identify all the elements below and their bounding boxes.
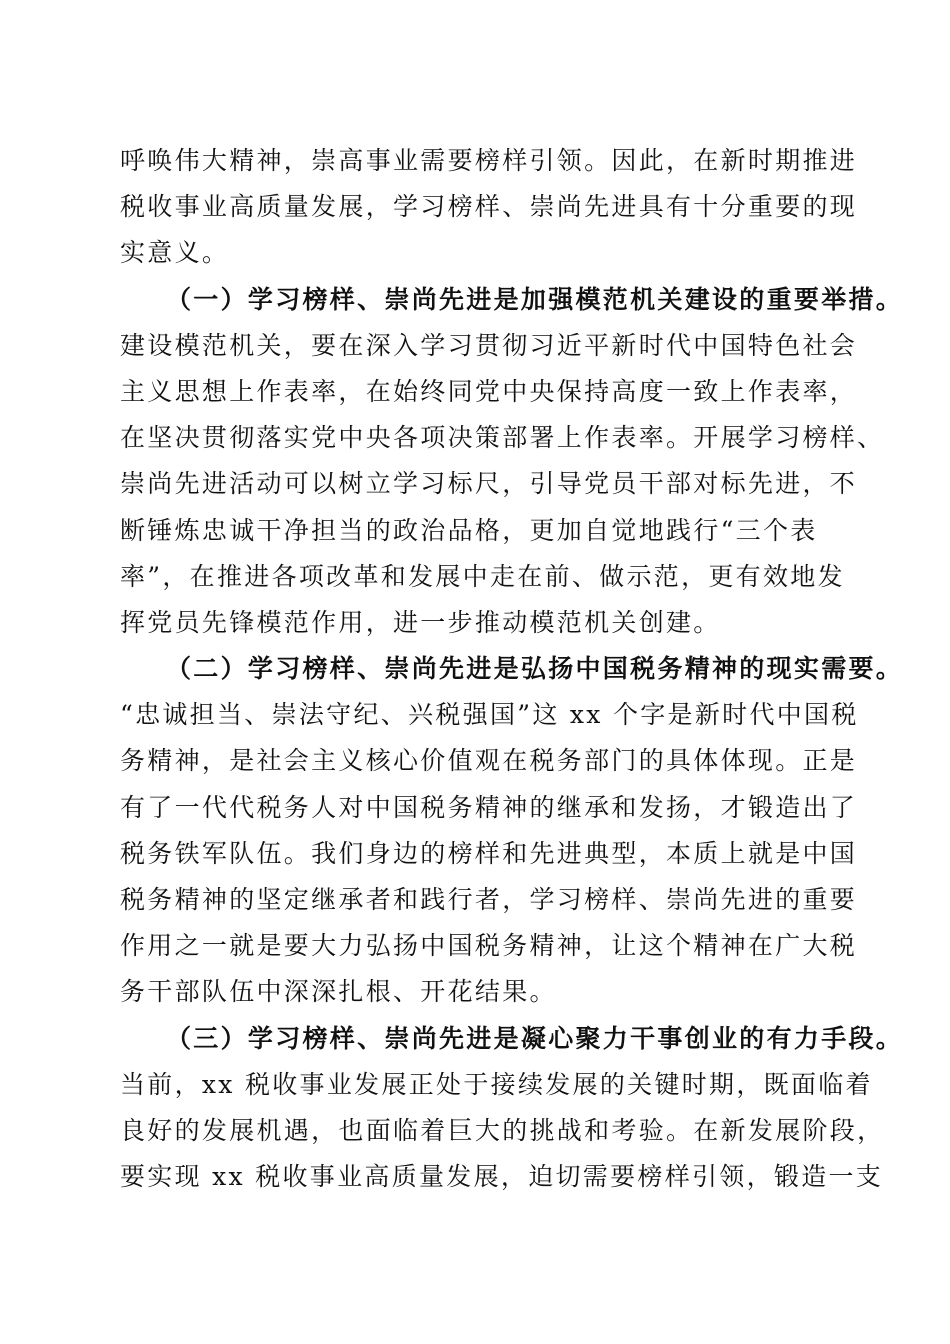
text-line-11: 挥党员先锋模范作用，进一步推动模范机关创建。 <box>120 607 721 637</box>
text-line-1: 呼唤伟大精神，崇高事业需要榜样引领。因此，在新时期推进 <box>120 146 858 175</box>
text-line-6: 主义思想上作表率，在始终同党中央保持高度一致上作表率， <box>120 376 858 406</box>
text-line-14: 务精神，是社会主义核心价值观在税务部门的具体体现。正是 <box>120 746 858 776</box>
text-line-9: 断锤炼忠诚干净担当的政治品格，更加自觉地践行“三个表 <box>120 515 818 545</box>
text-line-3: 实意义。 <box>120 238 230 268</box>
text-line-17: 税务精神的坚定继承者和践行者，学习榜样、崇尚先进的重要 <box>120 885 858 914</box>
text-line-8: 崇尚先进活动可以树立学习标尺，引导党员干部对标先进，不 <box>120 469 858 499</box>
section-heading-3: （三）学习榜样、崇尚先进是凝心聚力干事创业的有力手段。 <box>166 1023 904 1053</box>
text-line-7: 在坚决贯彻落实党中央各项决策部署上作表率。开展学习榜样、 <box>120 423 885 453</box>
text-line-16: 税务铁军队伍。我们身边的榜样和先进典型，本质上就是中国 <box>120 838 858 868</box>
text-line-2: 税收事业高质量发展，学习榜样、崇尚先进具有十分重要的现 <box>120 192 858 222</box>
text-line-22: 良好的发展机遇，也面临着巨大的挑战和考验。在新发展阶段， <box>120 1115 885 1145</box>
text-line-21: 当前，xx 税收事业发展正处于接续发展的关键时期，既面临着 <box>120 1069 873 1099</box>
text-line-10: 率”，在推进各项改革和发展中走在前、做示范，更有效地发 <box>120 561 845 591</box>
text-line-5: 建设模范机关，要在深入学习贯彻习近平新时代中国特色社会 <box>120 330 858 360</box>
text-line-13: “忠诚担当、崇法守纪、兴税强国”这 xx 个字是新时代中国税 <box>120 700 859 730</box>
section-heading-1: （一）学习榜样、崇尚先进是加强模范机关建设的重要举措。 <box>166 284 904 314</box>
document-body <box>120 138 904 1200</box>
text-line-15: 有了一代代税务人对中国税务精神的继承和发扬，才锻造出了 <box>120 792 858 822</box>
text-line-19: 务干部队伍中深深扎根、开花结果。 <box>120 977 557 1007</box>
section-heading-2: （二）学习榜样、崇尚先进是弘扬中国税务精神的现实需要。 <box>166 654 904 684</box>
text-line-18: 作用之一就是要大力弘扬中国税务精神，让这个精神在广大税 <box>120 931 858 961</box>
text-line-23: 要实现 xx 税收事业高质量发展，迫切需要榜样引领，锻造一支 <box>120 1162 884 1192</box>
